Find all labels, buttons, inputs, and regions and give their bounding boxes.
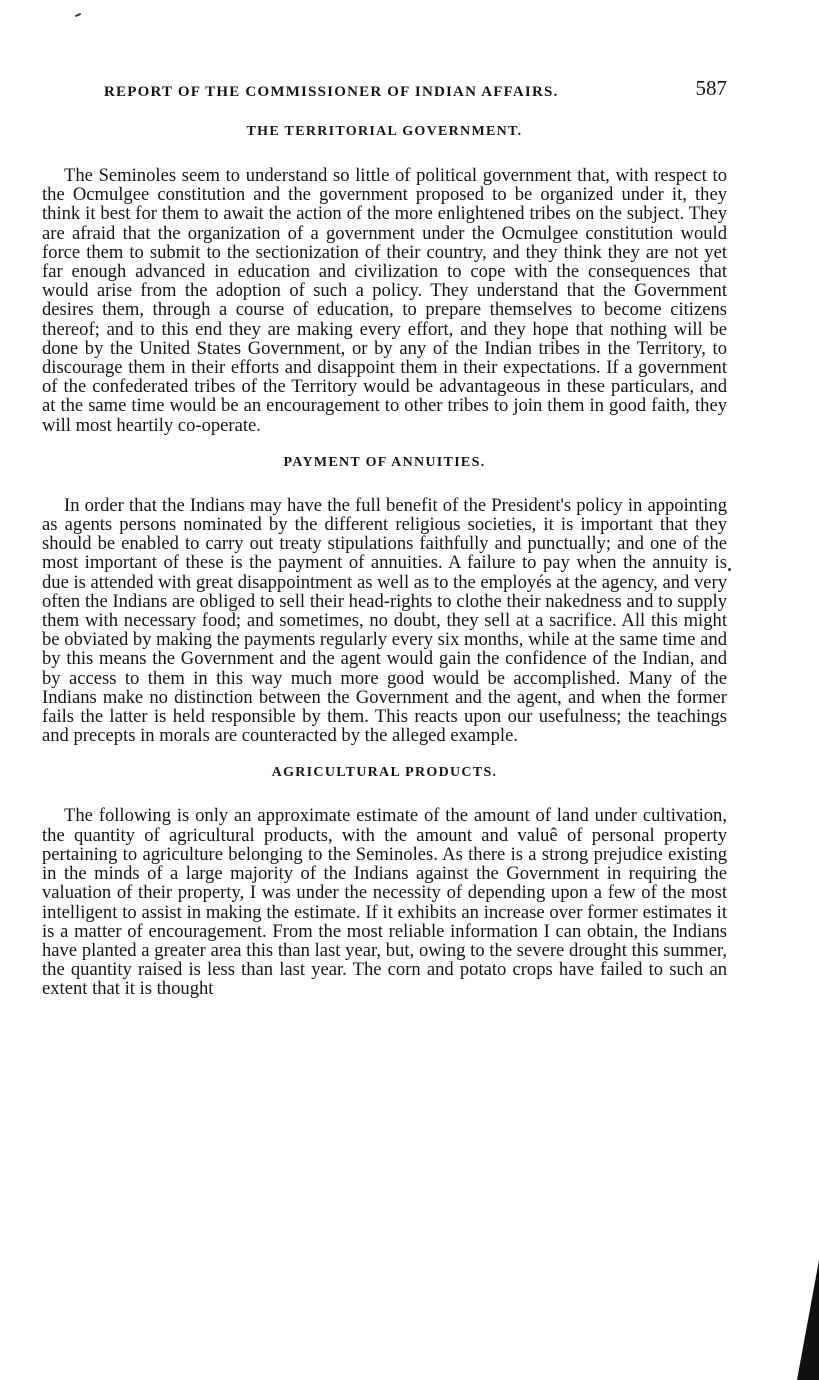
running-head: [42, 72, 727, 112]
page-number: 587: [695, 76, 727, 100]
page-edge-shadow: [797, 1260, 819, 1380]
section-heading-territorial-government: THE TERRITORIAL GOVERNMENT.: [246, 124, 523, 139]
section-heading-payment-of-annuities: PAYMENT OF ANNUITIES.: [283, 454, 486, 470]
paragraph-territorial-government: The Seminoles seem to understand so little of political government that, with respect to the Ocmulgee constitution and the government proposed to be organized under it, they think it best for them to await the action of the more enlightened tribes on the subject. They are afraid that the organization of a government under the Ocmulgee constitution would force them to submit to the sectionization of their country, and they think they are not yet far enough advanced in education and civilization to cope with the consequences that would arise from the adoption of such a policy. They understand that the Government desires them, through a course of education, to prepare themselves to become citizens thereof; and to this end they are making every effort, and they hope that nothing will be done by the United States Government, or by any of the Indian tribes in the Territory, to discourage them in their efforts and disappoint them in their expectations. If a government of the confederated tribes of the Territory would be advantageous in these particulars, and at the same time would be an encouragement to other tribes to join them in good faith, they will most heartily co-operate.: [42, 165, 727, 436]
ink-dot: [728, 568, 731, 571]
page: [42, 72, 727, 999]
paragraph-payment-of-annuities: In order that the Indians may have the full benefit of the President's policy in appointing as agents persons nominated by the different religious societies, it is important that they should be enabled to carry out treaty stipulations faithfully and punctually; and one of the most important of these is the payment of annuities. A failure to pay when the annuity is due is attended with great disappointment as well as to the employés at the agency, and very often the Indians are obliged to sell their head-rights to clothe their nakedness and to supply them with necessary food; and sometimes, no doubt, they sell at a sacrifice. All this might be obviated by making the payments regularly every six months, while at the same time and by this means the Government and the agent would gain the confidence of the Indian, and by access to them in this way much more good would be accomplished. Many of the Indians make no distinction between the Government and the agent, and when the former fails the latter is held responsible by them. This reacts upon our usefulness; the teachings and precepts in morals are counteracted by the alleged example.: [42, 494, 728, 747]
running-title: REPORT OF THE COMMISSIONER OF INDIAN AFFAIRS.: [104, 84, 559, 100]
paragraph-agricultural-products: The following is only an approximate estimate of the amount of land under cultivation, the quantity of agricultural products, with the amount and valuê of personal property pertaining to agriculture belonging to the Seminoles. As there is a strong prejudice existing in the minds of a large majority of the Indians against the Government in requiring the valuation of their property, I was under the necessity of depending upon a few of the most intelligent to assist in making the estimate. If it exhibits an increase over former estimates it is a matter of encouragement. From the most reliable information I can obtain, the Indians have planted a greater area this than last year, but, owing to the severe drought this summer, the quantity raised is less than last year. The corn and potato crops have failed to such an extent that it is thought: [42, 805, 727, 1000]
ink-speck: [75, 13, 81, 17]
section-heading-agricultural-products: AGRICULTURAL PRODUCTS.: [271, 765, 498, 781]
